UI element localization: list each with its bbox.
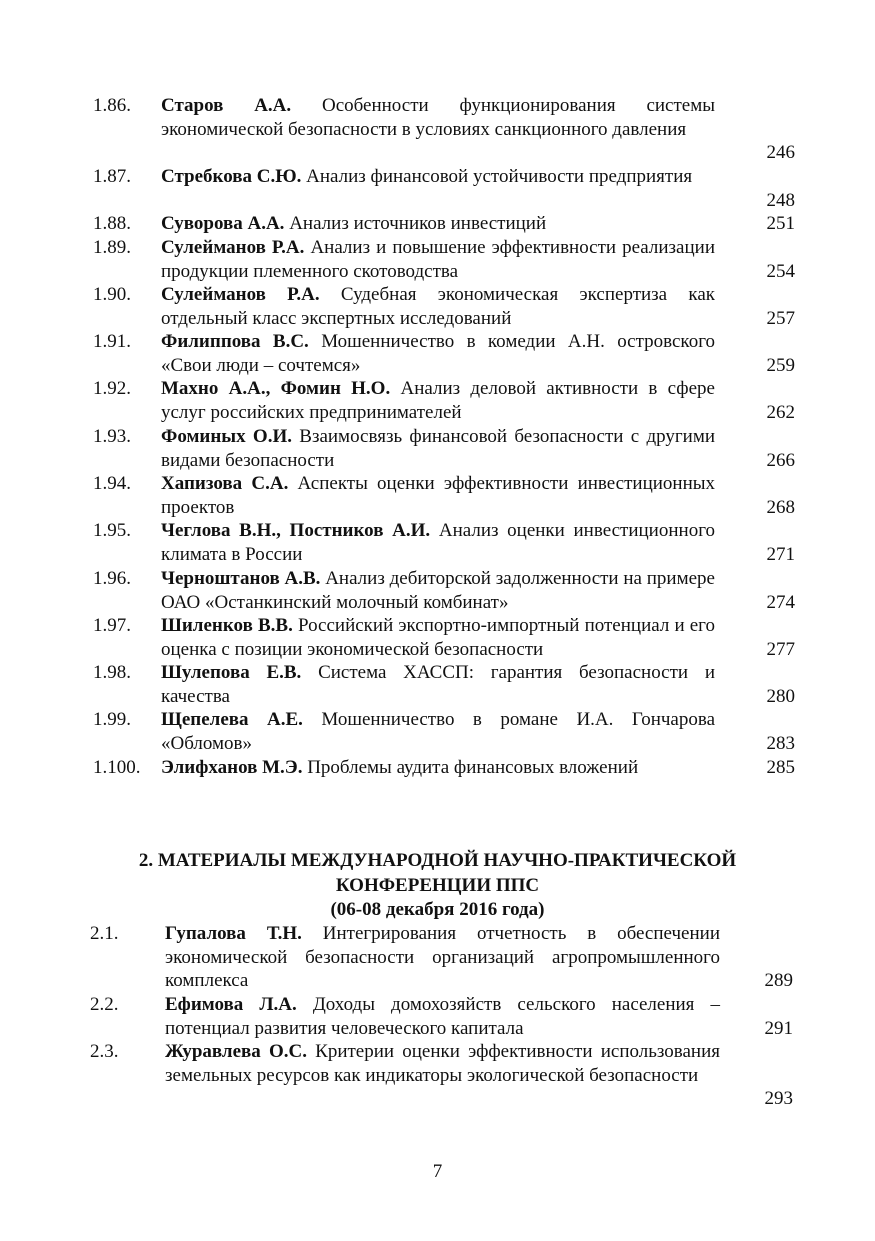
entry-author: Сулейманов Р.А.: [161, 284, 320, 305]
entry-title: Особенности функционирования системы экономической безопасности в условиях санкционного давления: [161, 95, 716, 140]
section-heading-line1: 2. МАТЕРИАЛЫ МЕЖДУНАРОДНОЙ НАУЧНО-ПРАКТИЧЕСКОЙ: [138, 850, 737, 871]
entry-number: 1.96.: [93, 568, 131, 589]
entry-text: [161, 165, 715, 189]
entry-page: 293: [764, 1088, 793, 1109]
entry-number: 1.87.: [93, 166, 131, 187]
entry-title: Доходы домохозяйств сельского населения – потенциал развития человеческого капитала: [165, 994, 721, 1039]
entry-title: Анализ источников инвестиций: [289, 213, 547, 234]
entry-title: Судебная экономическая экспертиза как отдельный класс экспертных исследований: [161, 284, 715, 329]
entry-page: 285: [766, 757, 795, 778]
entry-title: Анализ финансовой устойчивости предприятия: [306, 166, 693, 187]
entry-page: 254: [766, 260, 795, 282]
entry-number: 2.2.: [90, 994, 119, 1015]
entry-text: [161, 330, 715, 377]
entry-author: Сулейманов Р.А.: [161, 237, 305, 258]
entry-title: Проблемы аудита финансовых вложений: [307, 757, 639, 778]
entry-number: 2.1.: [90, 923, 119, 944]
entry-page: 251: [766, 213, 795, 234]
entry-text: [161, 472, 715, 519]
entry-title: Аспекты оценки эффективности инвестиционных проектов: [161, 473, 716, 518]
entry-page: 257: [766, 307, 795, 329]
entry-text: [165, 922, 720, 993]
entry-number: 1.97.: [93, 615, 131, 636]
entry-number: 1.89.: [93, 237, 131, 258]
entry-page: 291: [764, 1017, 793, 1039]
entry-title: Анализ и повышение эффективности реализации продукции племенного скотоводства: [161, 237, 715, 282]
entry-page: 283: [766, 732, 795, 754]
entry-author: Стребкова С.Ю.: [161, 166, 302, 187]
entry-number: 1.100.: [93, 757, 141, 778]
entry-number: 1.88.: [93, 213, 131, 234]
entry-author: Черноштанов А.В.: [161, 568, 321, 589]
entry-text: [161, 236, 715, 283]
section-heading-dates: (06-08 декабря 2016 года): [330, 899, 545, 920]
entry-number: 1.93.: [93, 426, 131, 447]
entry-author: Хапизова С.А.: [161, 473, 289, 494]
entry-title: Анализ деловой активности в сфере услуг российских предпринимателей: [161, 378, 715, 423]
entry-title: Интегрирования отчетность в обеспечении экономической безопасности организаций агропромышленного комплекса: [165, 923, 720, 991]
entry-title: Российский экспортно-импортный потенциал и его оценка с позиции экономической безопасности: [161, 615, 716, 660]
entry-text: [161, 708, 715, 755]
entry-author: Щепелева А.Е.: [161, 709, 303, 730]
entry-author: Филиппова В.С.: [161, 331, 309, 352]
entry-title: Анализ дебиторской задолженности на примере ОАО «Останкинский молочный комбинат»: [161, 568, 715, 613]
entry-text: [161, 212, 715, 236]
entry-number: 1.95.: [93, 520, 131, 541]
entry-author: Журавлева О.С.: [165, 1041, 307, 1062]
entry-author: Махно А.А., Фомин Н.О.: [161, 378, 391, 399]
entry-page: 289: [764, 970, 793, 991]
entry-page: 280: [766, 685, 795, 707]
entry-number: 2.3.: [90, 1041, 119, 1062]
entry-title: Система ХАССП: гарантия безопасности и качества: [161, 662, 715, 707]
entry-text: [161, 756, 715, 780]
entry-author: Чеглова В.Н., Постников А.И.: [161, 520, 431, 541]
page-number: 7: [432, 1161, 443, 1182]
entry-title: Анализ оценки инвестиционного климата в России: [161, 520, 716, 565]
entry-page: 268: [766, 496, 795, 518]
entry-number: 1.86.: [93, 95, 131, 116]
entry-author: Ефимова Л.А.: [165, 994, 297, 1015]
entry-title: Мошенничество в романе И.А. Гончарова «Обломов»: [161, 709, 716, 754]
entry-text: [161, 661, 715, 708]
entry-page: 271: [766, 543, 795, 565]
entry-text: [161, 519, 715, 566]
entry-text: [161, 94, 715, 141]
entry-number: 1.91.: [93, 331, 131, 352]
entry-number: 1.92.: [93, 378, 131, 399]
entry-author: Элифханов М.Э.: [161, 757, 303, 778]
entry-text: [165, 993, 720, 1040]
entry-page: 259: [766, 354, 795, 376]
entry-page: 246: [766, 142, 795, 163]
entry-author: Гупалова Т.Н.: [165, 923, 302, 944]
section-heading-line2: КОНФЕРЕНЦИИ ППС: [335, 875, 540, 896]
entry-title: Взаимосвязь финансовой безопасности с другими видами безопасности: [161, 426, 716, 471]
entry-author: Шиленков В.В.: [161, 615, 293, 636]
entry-text: [161, 283, 715, 330]
entry-number: 1.94.: [93, 473, 131, 494]
entry-text: [161, 377, 715, 424]
entry-page: 277: [766, 638, 795, 660]
entry-text: [161, 567, 715, 614]
entry-author: Фоминых О.И.: [161, 426, 292, 447]
entry-title: Критерии оценки эффективности использования земельных ресурсов как индикаторы экологической безопасности: [165, 1041, 720, 1086]
entry-page: 262: [766, 401, 795, 423]
entry-title: Мошенничество в комедии А.Н. островского «Свои люди – сочтемся»: [161, 331, 716, 376]
entry-page: 266: [766, 449, 795, 471]
entry-page: 274: [766, 591, 795, 613]
entry-number: 1.99.: [93, 709, 131, 730]
entry-text: [161, 425, 715, 472]
entry-author: Старов А.А.: [161, 95, 292, 116]
entry-text: [161, 614, 715, 661]
entry-number: 1.90.: [93, 284, 131, 305]
entry-page: 248: [766, 189, 795, 211]
entry-text: [165, 1040, 720, 1087]
entry-number: 1.98.: [93, 662, 131, 683]
entry-author: Шулепова Е.В.: [161, 662, 302, 683]
entry-author: Суворова А.А.: [161, 213, 285, 234]
